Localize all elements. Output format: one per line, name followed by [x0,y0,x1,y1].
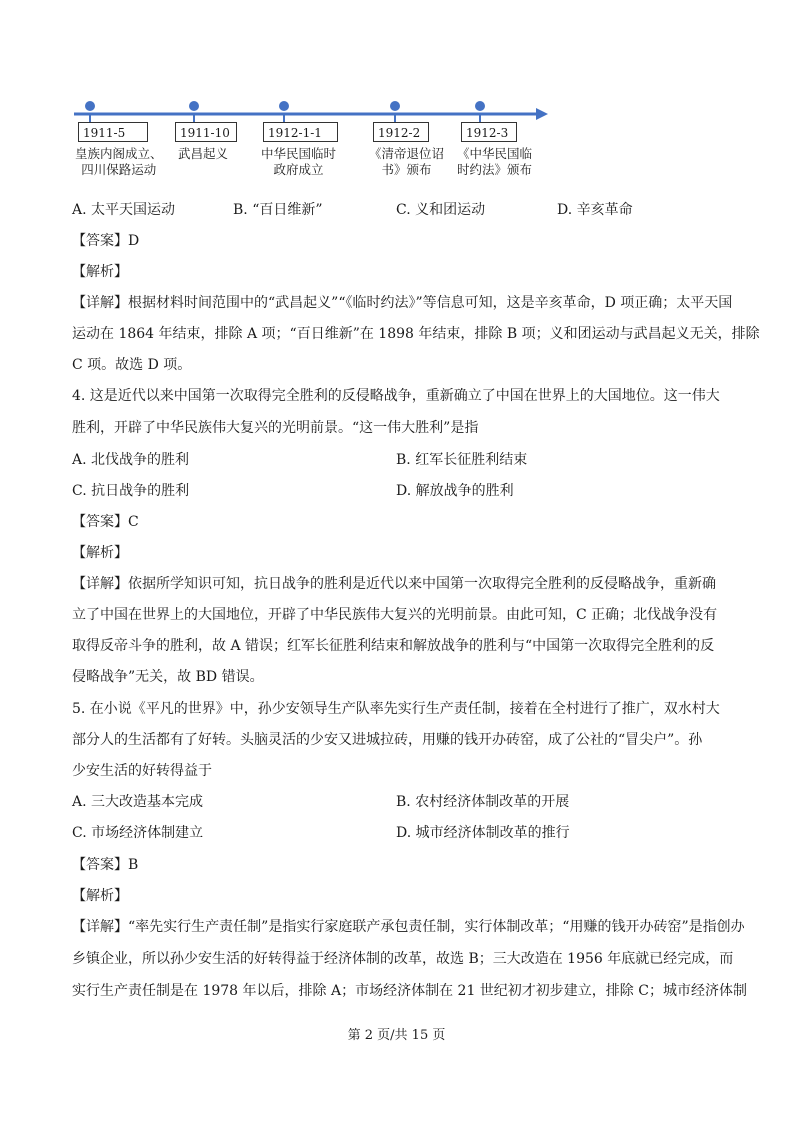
q5-option-c: C. 市场经济体制建立 [72,825,204,841]
q5-option-d: D. 城市经济体制改革的推行 [396,825,570,841]
q4-detail-line: 取得反帝斗争的胜利，故 A 错误；红军长征胜利结束和解放战争的胜利与“中国第一次取得完全胜利的反 [72,638,715,654]
q5-detail-line: 【详解】“率先实行生产责任制”是指实行家庭联产承包责任制，实行体制改革；“用赚的钱开办砖窑”是指创办 [72,919,745,935]
q4-answer: 【答案】C [72,514,139,530]
q3-answer: 【答案】D [72,233,140,249]
timeline-marker [475,101,485,111]
timeline-caption [178,146,228,162]
q3-option-c: C. 义和团运动 [396,202,486,218]
q5-option-b: B. 农村经济体制改革的开展 [396,794,570,810]
q5-stem-line: 5. 在小说《平凡的世界》中，孙少安领导生产队率先实行生产责任制，接着在全村进行了推广，双水村大 [72,701,720,717]
q3-option-d: D. 辛亥革命 [557,202,633,218]
q4-option-c: C. 抗日战争的胜利 [72,483,190,499]
q4-stem-line: 胜利，开辟了中华民族伟大复兴的光明前景。“这一伟大胜利”是指 [72,420,479,436]
q4-option-b: B. 红军长征胜利结束 [396,452,528,468]
timeline-caption [457,146,532,178]
q4-stem-line: 4. 这是近代以来中国第一次取得完全胜利的反侵略战争，重新确立了中国在世界上的大国地位。这一伟大 [72,388,720,404]
timeline-caption-line: 四川保路运动 [81,162,157,177]
timeline-axis [70,95,560,125]
timeline-date: 1912-3 [461,122,517,142]
q3-option-b: B. “百日维新” [233,202,323,218]
q5-detail-line: 乡镇企业，所以孙少安生活的好转得益于经济体制的改革，故选 B；三大改造在 1956 年底就已经完成，而 [72,951,734,967]
q4-detail-line: 立了中国在世界上的大国地位，开辟了中华民族伟大复兴的光明前景。由此可知，C 正确；北伐战争没有 [72,607,718,623]
q3-detail-line: 【详解】根据材料时间范围中的“武昌起义”“《临时约法》”等信息可知，这是辛亥革命，D 项正确；太平天国 [72,295,733,311]
timeline-caption [369,146,444,178]
q3-analysis-label: 【解析】 [72,264,128,280]
timeline-caption-line: 时约法》颁布 [457,162,533,177]
q5-stem-line: 部分人的生活都有了好转。头脑灵活的少安又进城拉砖，用赚的钱开办砖窑，成了公社的“冒尖户”。孙 [72,732,703,748]
timeline-date: 1912-1-1 [263,122,338,142]
q5-analysis-label: 【解析】 [72,888,128,904]
timeline-caption [75,146,163,178]
timeline-marker [85,101,95,111]
timeline-date: 1911-10 [175,122,237,142]
timeline-arrow-icon [536,108,548,120]
q5-option-a: A. 三大改造基本完成 [72,794,204,810]
q4-detail-line: 侵略战争”无关，故 BD 错误。 [72,669,264,685]
timeline-caption-line: 中华民国临时 [261,146,337,161]
q5-stem-line: 少安生活的好转得益于 [72,763,212,779]
timeline-caption-line: 书》颁布 [381,162,432,177]
timeline-caption-line: 皇族内阁成立、 [75,146,163,161]
timeline-caption [261,146,336,178]
timeline-marker [189,101,199,111]
timeline-date: 1912-2 [373,122,429,142]
timeline [70,95,560,195]
timeline-date: 1911-5 [78,122,148,142]
q5-detail-line: 实行生产责任制是在 1978 年以后，排除 A；市场经济体制在 21 世纪初才初步建立，排除 C；城市经济体制 [72,983,747,999]
q4-option-d: D. 解放战争的胜利 [396,483,514,499]
timeline-caption-line: 《中华民国临 [457,146,533,161]
timeline-caption-line: 《清帝退位诏 [369,146,445,161]
q3-detail-line: 运动在 1864 年结束，排除 A 项；“百日维新”在 1898 年结束，排除 B 项；义和团运动与武昌起义无关，排除 [72,326,760,342]
q4-analysis-label: 【解析】 [72,545,128,561]
timeline-caption-line: 武昌起义 [178,146,229,161]
timeline-marker [279,101,289,111]
q5-answer: 【答案】B [72,857,139,873]
q3-option-a: A. 太平天国运动 [72,202,176,218]
timeline-caption-line: 政府成立 [273,162,324,177]
timeline-marker [390,101,400,111]
page-footer: 第 2 页/共 15 页 [347,1028,446,1043]
q4-option-a: A. 北伐战争的胜利 [72,452,190,468]
q3-detail-line: C 项。故选 D 项。 [72,357,192,373]
q4-detail-line: 【详解】依据所学知识可知，抗日战争的胜利是近代以来中国第一次取得完全胜利的反侵略战争，重新确 [72,576,716,592]
